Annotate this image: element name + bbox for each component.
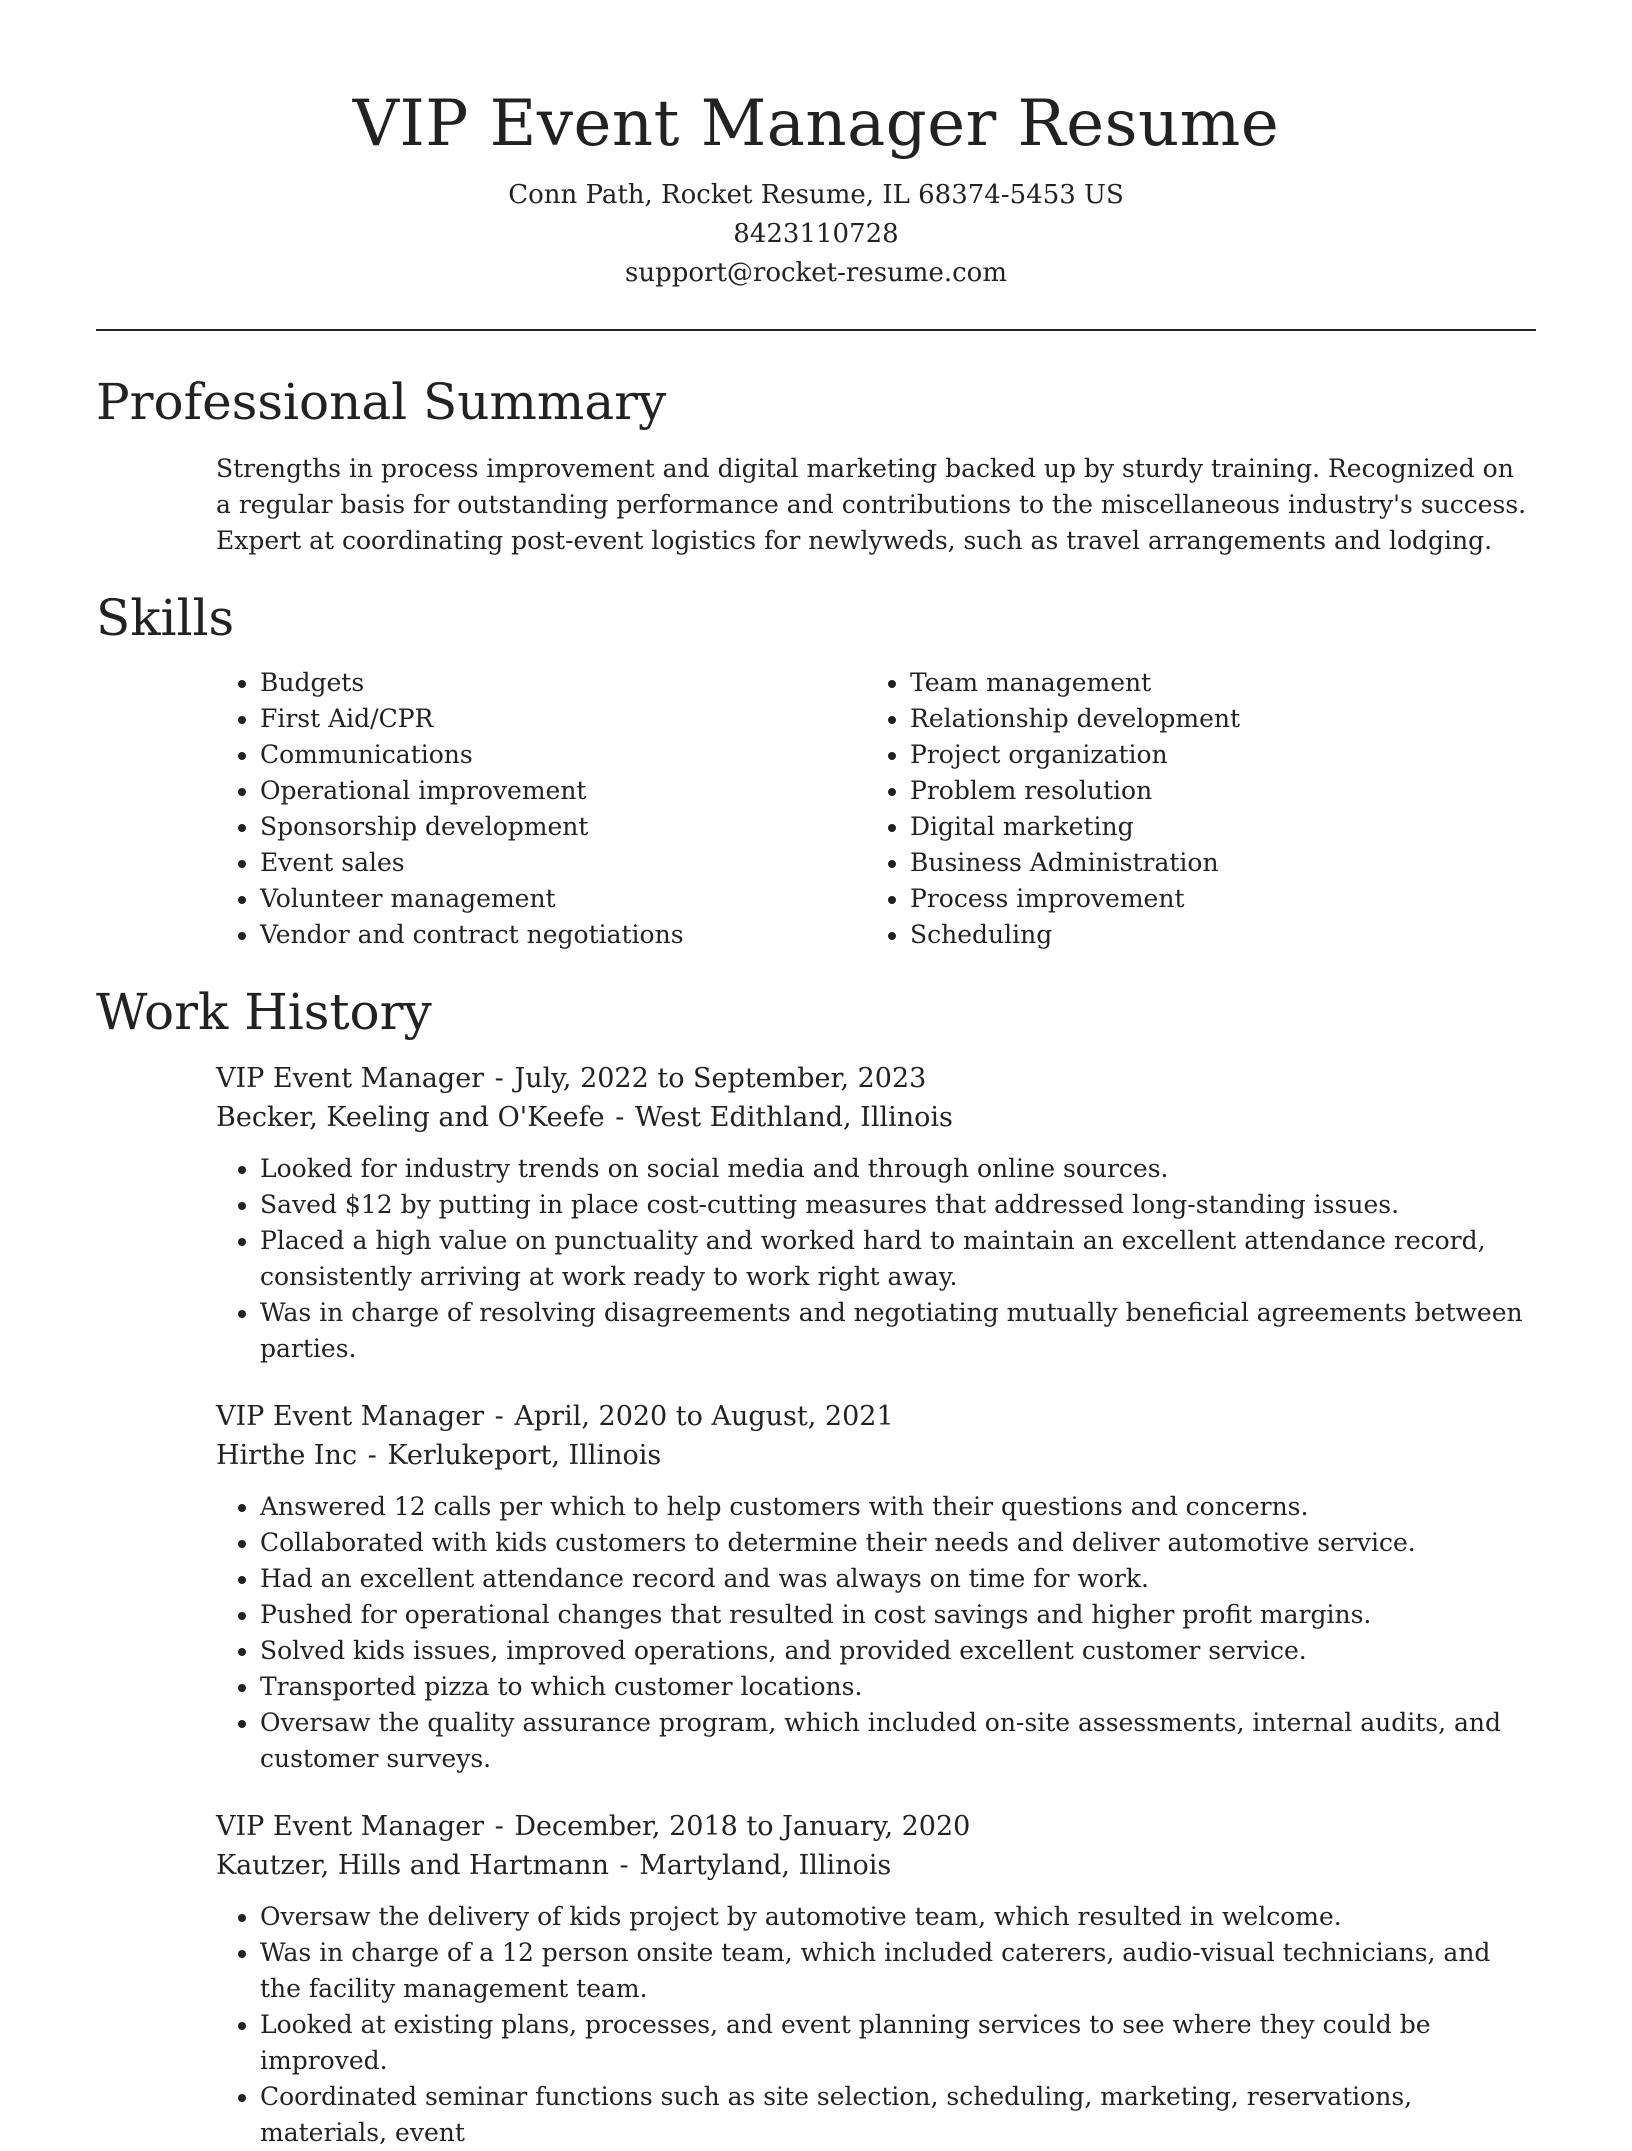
job-title-line [216, 1807, 1536, 1846]
job-entry [216, 1807, 1536, 2151]
summary-heading: Professional Summary [96, 373, 667, 431]
job-bullet: • Was in charge of resolving disagreements and negotiating mutually beneficial agreements between parties. [260, 1295, 1536, 1367]
skill-item: • Business Administration [910, 845, 1490, 881]
job-location: Martyland, Illinois [639, 1850, 892, 1881]
contact-email: support@rocket-resume.com [624, 258, 1007, 288]
skill-item: • Relationship development [910, 701, 1490, 737]
skill-item: • Process improvement [910, 881, 1490, 917]
work-history-heading: Work History [96, 983, 432, 1041]
skill-item: • Scheduling [910, 917, 1490, 953]
job-bullet: • Pushed for operational changes that resulted in cost savings and higher profit margins. [260, 1597, 1536, 1633]
skill-item: • Problem resolution [910, 773, 1490, 809]
job-dates: July, 2022 to September, 2023 [514, 1063, 927, 1094]
skills-list [216, 665, 1536, 953]
resume-title: VIP Event Manager Resume [352, 87, 1280, 161]
job-company: Kautzer, Hills and Hartmann [216, 1850, 609, 1881]
job-company: Hirthe Inc [216, 1440, 358, 1471]
job-bullets [216, 1151, 1536, 1367]
job-title: VIP Event Manager [216, 1811, 485, 1842]
job-entry [216, 1397, 1536, 1777]
job-bullets [216, 1899, 1536, 2151]
separator: - [615, 1102, 625, 1133]
skill-item: • Event sales [260, 845, 866, 881]
job-bullet: • Solved kids issues, improved operations, and provided excellent customer service. [260, 1633, 1536, 1669]
job-title: VIP Event Manager [216, 1063, 485, 1094]
separator: - [494, 1063, 504, 1094]
job-entry [216, 1059, 1536, 1367]
job-location: Kerlukeport, Illinois [387, 1440, 662, 1471]
job-dates: December, 2018 to January, 2020 [514, 1811, 971, 1842]
job-bullet: • Saved $12 by putting in place cost-cutting measures that addressed long-standing issues. [260, 1187, 1536, 1223]
skill-item: • Volunteer management [260, 881, 866, 917]
job-bullet: • Was in charge of a 12 person onsite team, which included caterers, audio-visual technicians, and the facility management team. [260, 1935, 1536, 2007]
job-company-line [216, 1436, 1536, 1475]
separator: - [494, 1811, 504, 1842]
contact-block [96, 176, 1536, 293]
contact-phone: 8423110728 [733, 219, 899, 249]
job-bullet: • Looked for industry trends on social media and through online sources. [260, 1151, 1536, 1187]
skill-item: • Team management [910, 665, 1490, 701]
skills-column-left [216, 665, 866, 953]
skill-item: • Digital marketing [910, 809, 1490, 845]
skills-heading: Skills [96, 589, 235, 647]
separator: - [619, 1850, 629, 1881]
job-bullet: • Placed a high value on punctuality and worked hard to maintain an excellent attendance record, consistently arriving at work ready to work right away. [260, 1223, 1536, 1295]
job-bullets [216, 1489, 1536, 1777]
job-company-line [216, 1846, 1536, 1885]
skill-item: • Sponsorship development [260, 809, 866, 845]
skill-item: • Project organization [910, 737, 1490, 773]
skill-item: • Vendor and contract negotiations [260, 917, 866, 953]
job-location: West Edithland, Illinois [634, 1102, 953, 1133]
skill-item: • First Aid/CPR [260, 701, 866, 737]
job-dates: April, 2020 to August, 2021 [514, 1401, 894, 1432]
separator: - [494, 1401, 504, 1432]
contact-address: Conn Path, Rocket Resume, IL 68374-5453 US [508, 180, 1124, 210]
job-bullet: • Collaborated with kids customers to determine their needs and deliver automotive service. [260, 1525, 1536, 1561]
job-bullet: • Looked at existing plans, processes, and event planning services to see where they could be improved. [260, 2007, 1536, 2079]
skills-column-right [866, 665, 1490, 953]
separator: - [367, 1440, 377, 1471]
job-title-line [216, 1059, 1536, 1098]
header-divider [96, 329, 1536, 331]
summary-text: Strengths in process improvement and digital marketing backed up by sturdy training. Recognized on a regular basis for outstanding performance and contributions to the miscellaneous industry's success. Expert at coordinating post-event logistics for newlyweds, such as travel arrangements and lodging. [216, 454, 1527, 555]
job-bullet: • Coordinated seminar functions such as site selection, scheduling, marketing, reservations, materials, event [260, 2079, 1536, 2151]
job-bullet: • Transported pizza to which customer locations. [260, 1669, 1536, 1705]
resume-page [96, 0, 1536, 2147]
job-company: Becker, Keeling and O'Keefe [216, 1102, 605, 1133]
skill-item: • Budgets [260, 665, 866, 701]
job-bullet: • Oversaw the quality assurance program, which included on-site assessments, internal audits, and customer surveys. [260, 1705, 1536, 1777]
skill-item: • Operational improvement [260, 773, 866, 809]
job-bullet: • Oversaw the delivery of kids project by automotive team, which resulted in welcome. [260, 1899, 1536, 1935]
skill-item: • Communications [260, 737, 866, 773]
job-company-line [216, 1098, 1536, 1137]
job-bullet: • Had an excellent attendance record and was always on time for work. [260, 1561, 1536, 1597]
job-title-line [216, 1397, 1536, 1436]
job-bullet: • Answered 12 calls per which to help customers with their questions and concerns. [260, 1489, 1536, 1525]
job-title: VIP Event Manager [216, 1401, 485, 1432]
